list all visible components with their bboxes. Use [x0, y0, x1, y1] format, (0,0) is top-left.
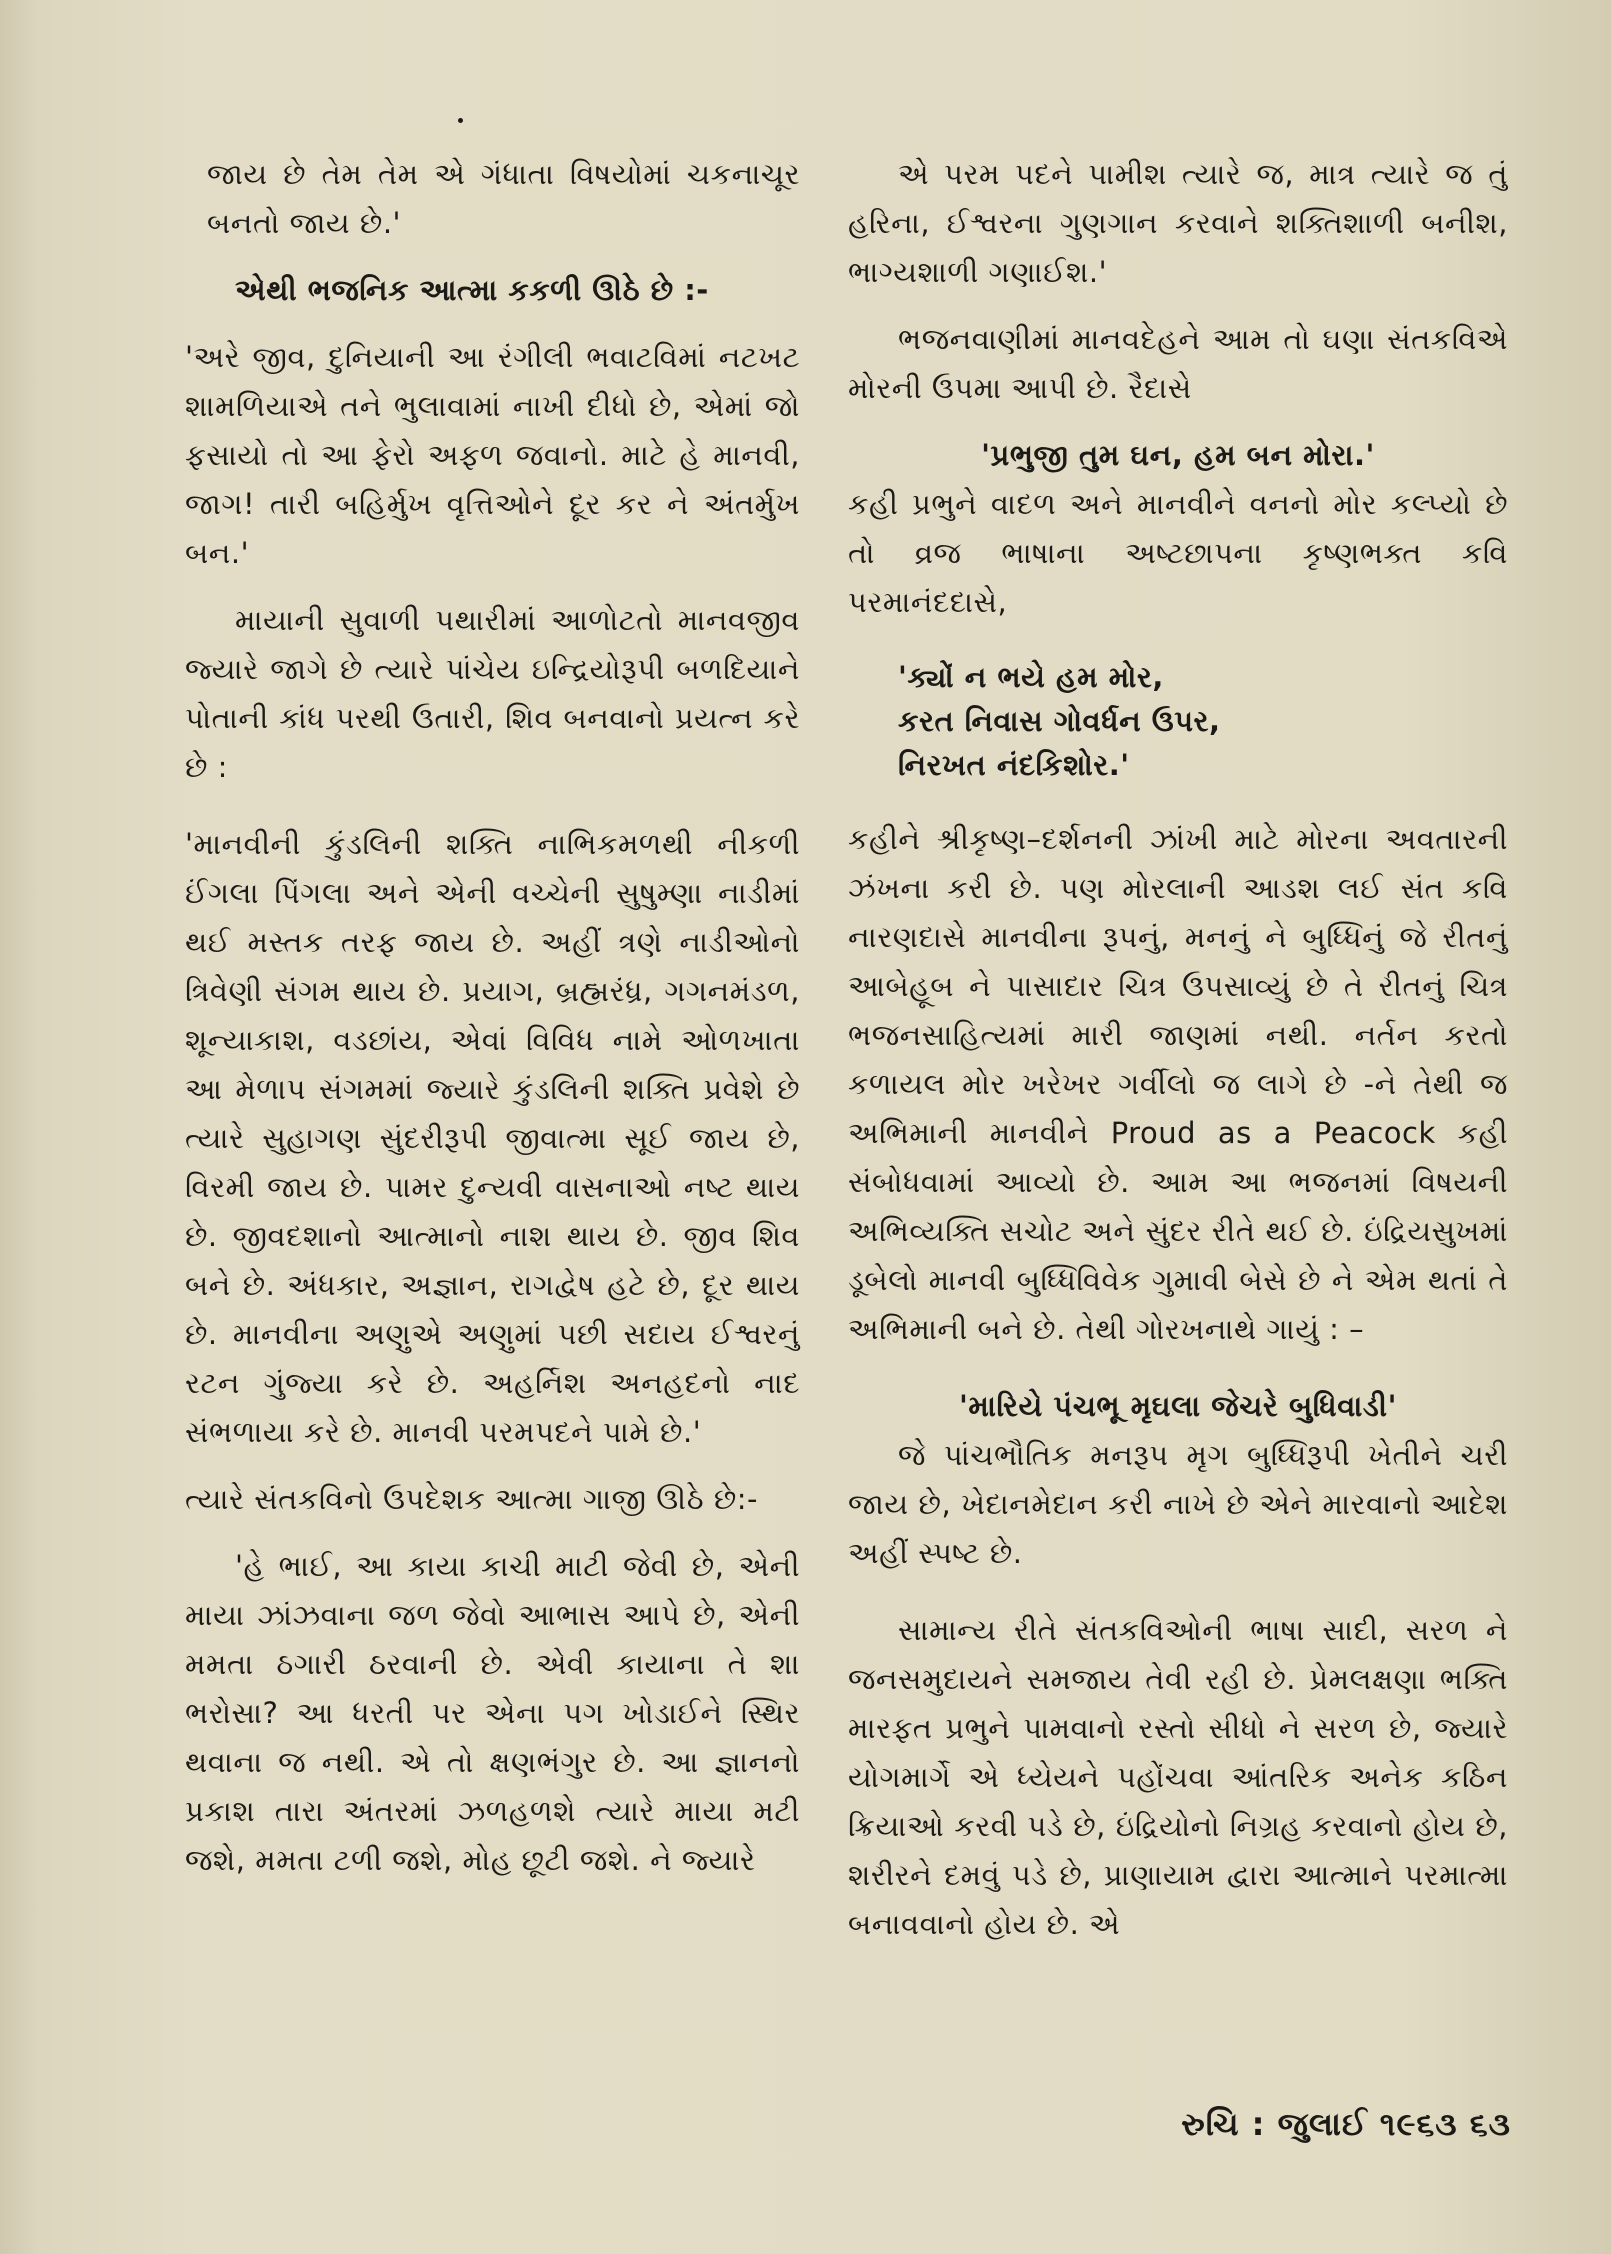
right-quote-1: 'પ્રભુજી તુમ ઘન, હમ બન મોરા.' — [981, 438, 1375, 472]
left-para-3: 'અરે જીવ, દુનિયાની આ રંગીલી ભવાટવિમાં નટખટ શામળિયાએ તને ભુલાવામાં નાખી દીધો છે, એમાં જો ફસાયો તો આ ફેરો અફળ જવાનો. માટે હે માનવી, જાગ! તારી બહિર્મુખ વૃત્તિઓને દૂર કર ને અંતર્મુખ બન.' — [185, 340, 800, 570]
right-column — [848, 150, 1508, 1949]
page-footer: રુચિ : જુલાઈ ૧૯૬૩ ૬૩ — [1181, 2105, 1511, 2143]
right-para-1: એ પરમ પદને પામીશ ત્યારે જ, માત્ર ત્યારે જ તું હરિના, ઈશ્વરના ગુણગાન કરવાને શક્તિશાળી બનીશ, ભાગ્યશાળી ગણાઈશ.' — [848, 157, 1508, 289]
left-column — [185, 150, 800, 1885]
left-para-6: ત્યારે સંતકવિનો ઉપદેશક આત્મા ગાજી ઊઠે છે:- — [185, 1482, 759, 1516]
left-para-4: માયાની સુવાળી પથારીમાં આળોટતો માનવજીવ જ્યારે જાગે છે ત્યારે પાંચેય ઇન્દ્રિયોરૂપી બળદિયાને પોતાની કાંધ પરથી ઉતારી, શિવ બનવાનો પ્રયત્ન કરે છે : — [185, 603, 800, 784]
print-mark — [458, 118, 463, 123]
verse-line-3: નિરખત નંદકિશોર.' — [898, 748, 1130, 782]
verse-line-2: કરત નિવાસ ગોવર્ધન ઉપર, — [898, 704, 1221, 738]
left-para-2: એથી ભજનિક આત્મા કકળી ઊઠે છે :- — [235, 273, 709, 307]
left-para-7: 'હે ભાઈ, આ કાયા કાચી માટી જેવી છે, એની માયા ઝાંઝવાના જળ જેવો આભાસ આપે છે, એની મમતા ઠગારી ઠરવાની છે. એવી કાયાના તે શા ભરોસા? આ ધરતી પર એના પગ ખોડાઈને સ્થિર થવાના જ નથી. એ તો ક્ષણભંગુર છે. આ જ્ઞાનનો પ્રકાશ તારા અંતરમાં ઝળહળશે ત્યારે માયા મટી જશે, મમતા ટળી જશે, મોહ છૂટી જશે. ને જ્યારે — [185, 1549, 800, 1877]
verse-block — [848, 655, 1508, 787]
left-para-5: 'માનવીની કુંડલિની શક્તિ નાભિકમળથી નીકળી ઈંગલા પિંગલા અને એની વચ્ચેની સુષુમ્ણા નાડીમાં થઈ મસ્તક તરફ જાય છે. અહીં ત્રણે નાડીઓનો ત્રિવેણી સંગમ થાય છે. પ્રયાગ, બ્રહ્મરંધ્ર, ગગનમંડળ, શૂન્યાકાશ, વડછાંય, એવાં વિવિધ નામે ઓળખાતા આ મેળાપ સંગમમાં જ્યારે કુંડલિની શક્તિ પ્રવેશે છે ત્યારે સુહાગણ સુંદરીરૂપી જીવાત્મા સૂઈ જાય છે, વિરમી જાય છે. પામર દુન્યવી વાસનાઓ નષ્ટ થાય છે. જીવદશાનો આત્માનો નાશ થાય છે. જીવ શિવ બને છે. અંધકાર, અજ્ઞાન, રાગદ્વેષ હટે છે, દૂર થાય છે. માનવીના અણુએ અણુમાં પછી સદાય ઈશ્વરનું રટન ગુંજ્યા કરે છે. અહર્નિશ અનહદનો નાદ સંભળાયા કરે છે. માનવી પરમપદને પામે છે.' — [185, 827, 800, 1449]
left-para-1: જાય છે તેમ તેમ એ ગંધાતા વિષયોમાં ચકનાચૂર બનતો જાય છે.' — [207, 157, 800, 240]
right-para-3: કહી પ્રભુને વાદળ અને માનવીને વનનો મોર કલ્પ્યો છે તો વ્રજ ભાષાના અષ્ટછાપના કૃષ્ણભક્ત કવિ પરમાનંદદાસે, — [848, 487, 1508, 619]
right-para-4: કહીને શ્રીકૃષ્ણ–દર્શનની ઝાંખી માટે મોરના અવતારની ઝંખના કરી છે. પણ મોરલાની આડશ લઈ સંત કવિ નારણદાસે માનવીના રૂપનું, મનનું ને બુધ્ધિનું જે રીતનું આબેહૂબ ને પાસાદાર ચિત્ર ઉપસાવ્યું છે તે રીતનું ચિત્ર ભજનસાહિત્યમાં મારી જાણમાં નથી. નર્તન કરતો કળાયલ મોર ખરેખર ગર્વીલો જ લાગે છે -ને તેથી જ અભિમાની માનવીને Proud as a Peacock કહી સંબોધવામાં આવ્યો છે. આમ આ ભજનમાં વિષયની અભિવ્યક્તિ સચોટ અને સુંદર રીતે થઈ છે. ઇંદ્રિયસુખમાં ડૂબેલો માનવી બુધ્ધિવિવેક ગુમાવી બેસે છે ને એમ થતાં તે અભિમાની બને છે. તેથી ગોરખનાથે ગાયું : – — [848, 822, 1508, 1346]
right-quote-2: 'મારિયે પંચભૂ મૃઘલા જેચરે બુધિવાડી' — [959, 1389, 1397, 1423]
right-para-5: જે પાંચભૌતિક મનરૂપ મૃગ બુધ્ધિરૂપી ખેતીને ચરી જાય છે, ખેદાનમેદાન કરી નાખે છે એને મારવાનો આદેશ અહીં સ્પષ્ટ છે. — [848, 1438, 1508, 1570]
right-para-6: સામાન્ય રીતે સંતકવિઓની ભાષા સાદી, સરળ ને જનસમુદાયને સમજાય તેવી રહી છે. પ્રેમલક્ષણા ભક્તિ મારફત પ્રભુને પામવાનો રસ્તો સીધો ને સરળ છે, જ્યારે યોગમાર્ગે એ ધ્યેયને પહોંચવા આંતરિક અનેક કઠિન ક્રિયાઓ કરવી પડે છે, ઇંદ્રિયોનો નિગ્રહ કરવાનો હોય છે, શરીરને દમવું પડે છે, પ્રાણાયામ દ્વારા આત્માને પરમાત્મા બનાવવાનો હોય છે. એ — [848, 1613, 1508, 1941]
verse-line-1: 'ક્યોં ન ભયે હમ મોર, — [898, 660, 1164, 694]
right-para-2: ભજનવાણીમાં માનવદેહને આમ તો ઘણા સંતકવિએ મોરની ઉપમા આપી છે. રૈદાસે — [848, 322, 1508, 405]
